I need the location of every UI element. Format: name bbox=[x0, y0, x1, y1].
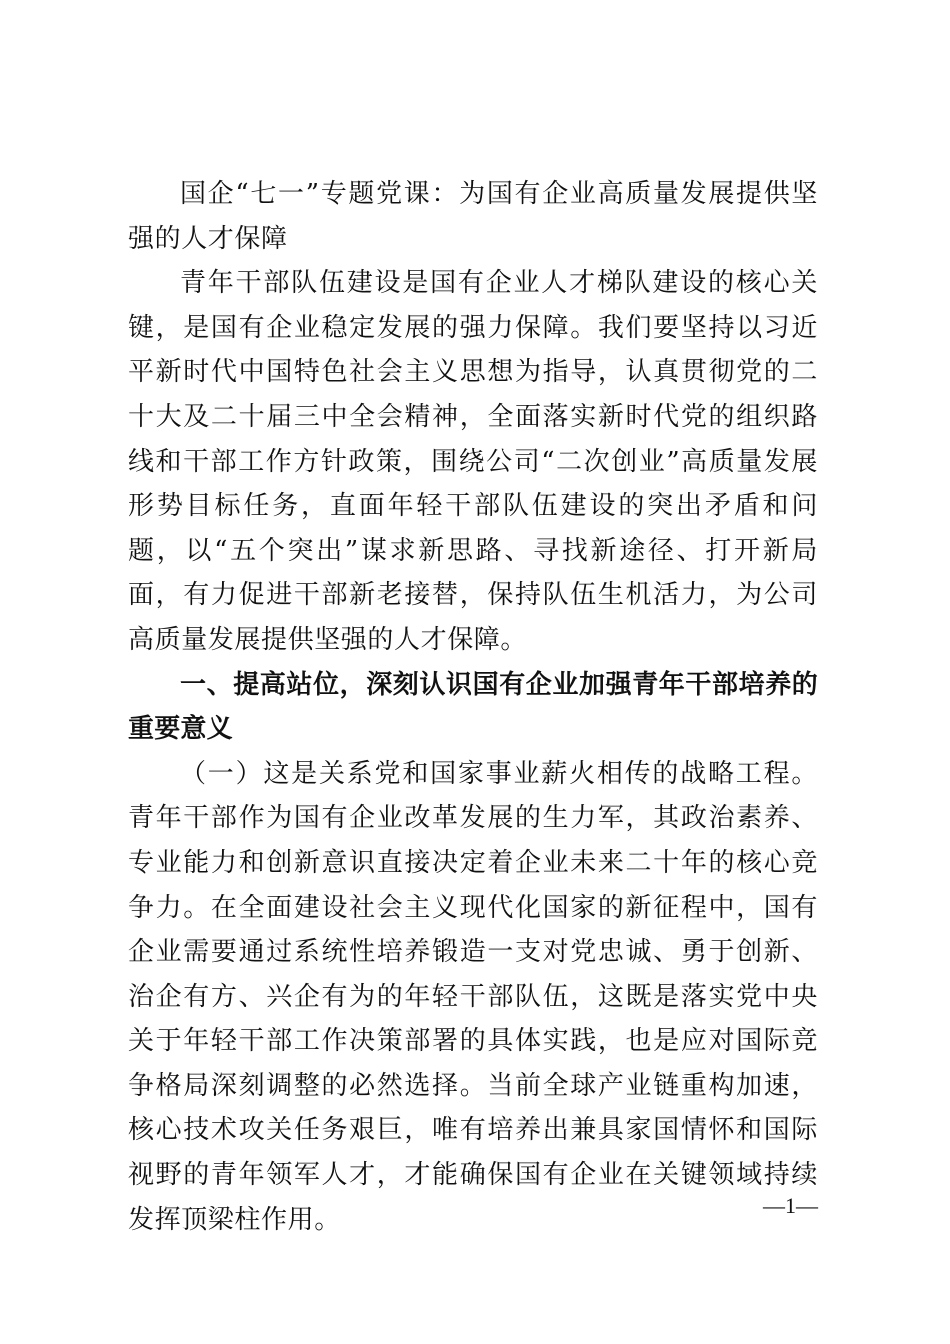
subsection-title: （一）这是关系党和国家事业薪火相传的战略工程。 bbox=[180, 758, 818, 789]
subsection-body: 青年干部作为国有企业改革发展的生力军，其政治素养、专业能力和创新意识直接决定着企业未来二十年的核心竞争力。在全面建设社会主义现代化国家的新征程中，国有企业需要通过系统性培养锻造一支对党忠诚、勇于创新、治企有方、兴企有为的年轻干部队伍，这既是落实党中央关于年轻干部工作决策部署的具体实践，也是应对国际竞争格局深刻调整的必然选择。当前全球产业链重构加速，核心技术攻关任务艰巨，唯有培养出兼具家国情怀和国际视野的青年领军人才，才能确保国有企业在关键领域持续发挥顶梁柱作用。 bbox=[128, 803, 818, 1235]
document-title: 国企“七一”专题党课：为国有企业高质量发展提供坚强的人才保障 bbox=[128, 179, 818, 254]
page-number: —1— bbox=[763, 1193, 818, 1218]
intro-paragraph: 青年干部队伍建设是国有企业人才梯队建设的核心关键，是国有企业稳定发展的强力保障。我们要坚持以习近平新时代中国特色社会主义思想为指导，认真贯彻党的二十大及二十届三中全会精神，全面落实新时代党的组织路线和干部工作方针政策，围绕公司“二次创业”高质量发展形势目标任务，直面年轻干部队伍建设的突出矛盾和问题，以“五个突出”谋求新思路、寻找新途径、打开新局面，有力促进干部新老接替，保持队伍生机活力，为公司高质量发展提供坚强的人才保障。 bbox=[128, 268, 818, 655]
document-body bbox=[128, 172, 818, 1242]
section-heading: 一、提高站位，深刻认识国有企业加强青年干部培养的重要意义 bbox=[128, 669, 818, 745]
subsection-paragraph bbox=[128, 752, 818, 1243]
